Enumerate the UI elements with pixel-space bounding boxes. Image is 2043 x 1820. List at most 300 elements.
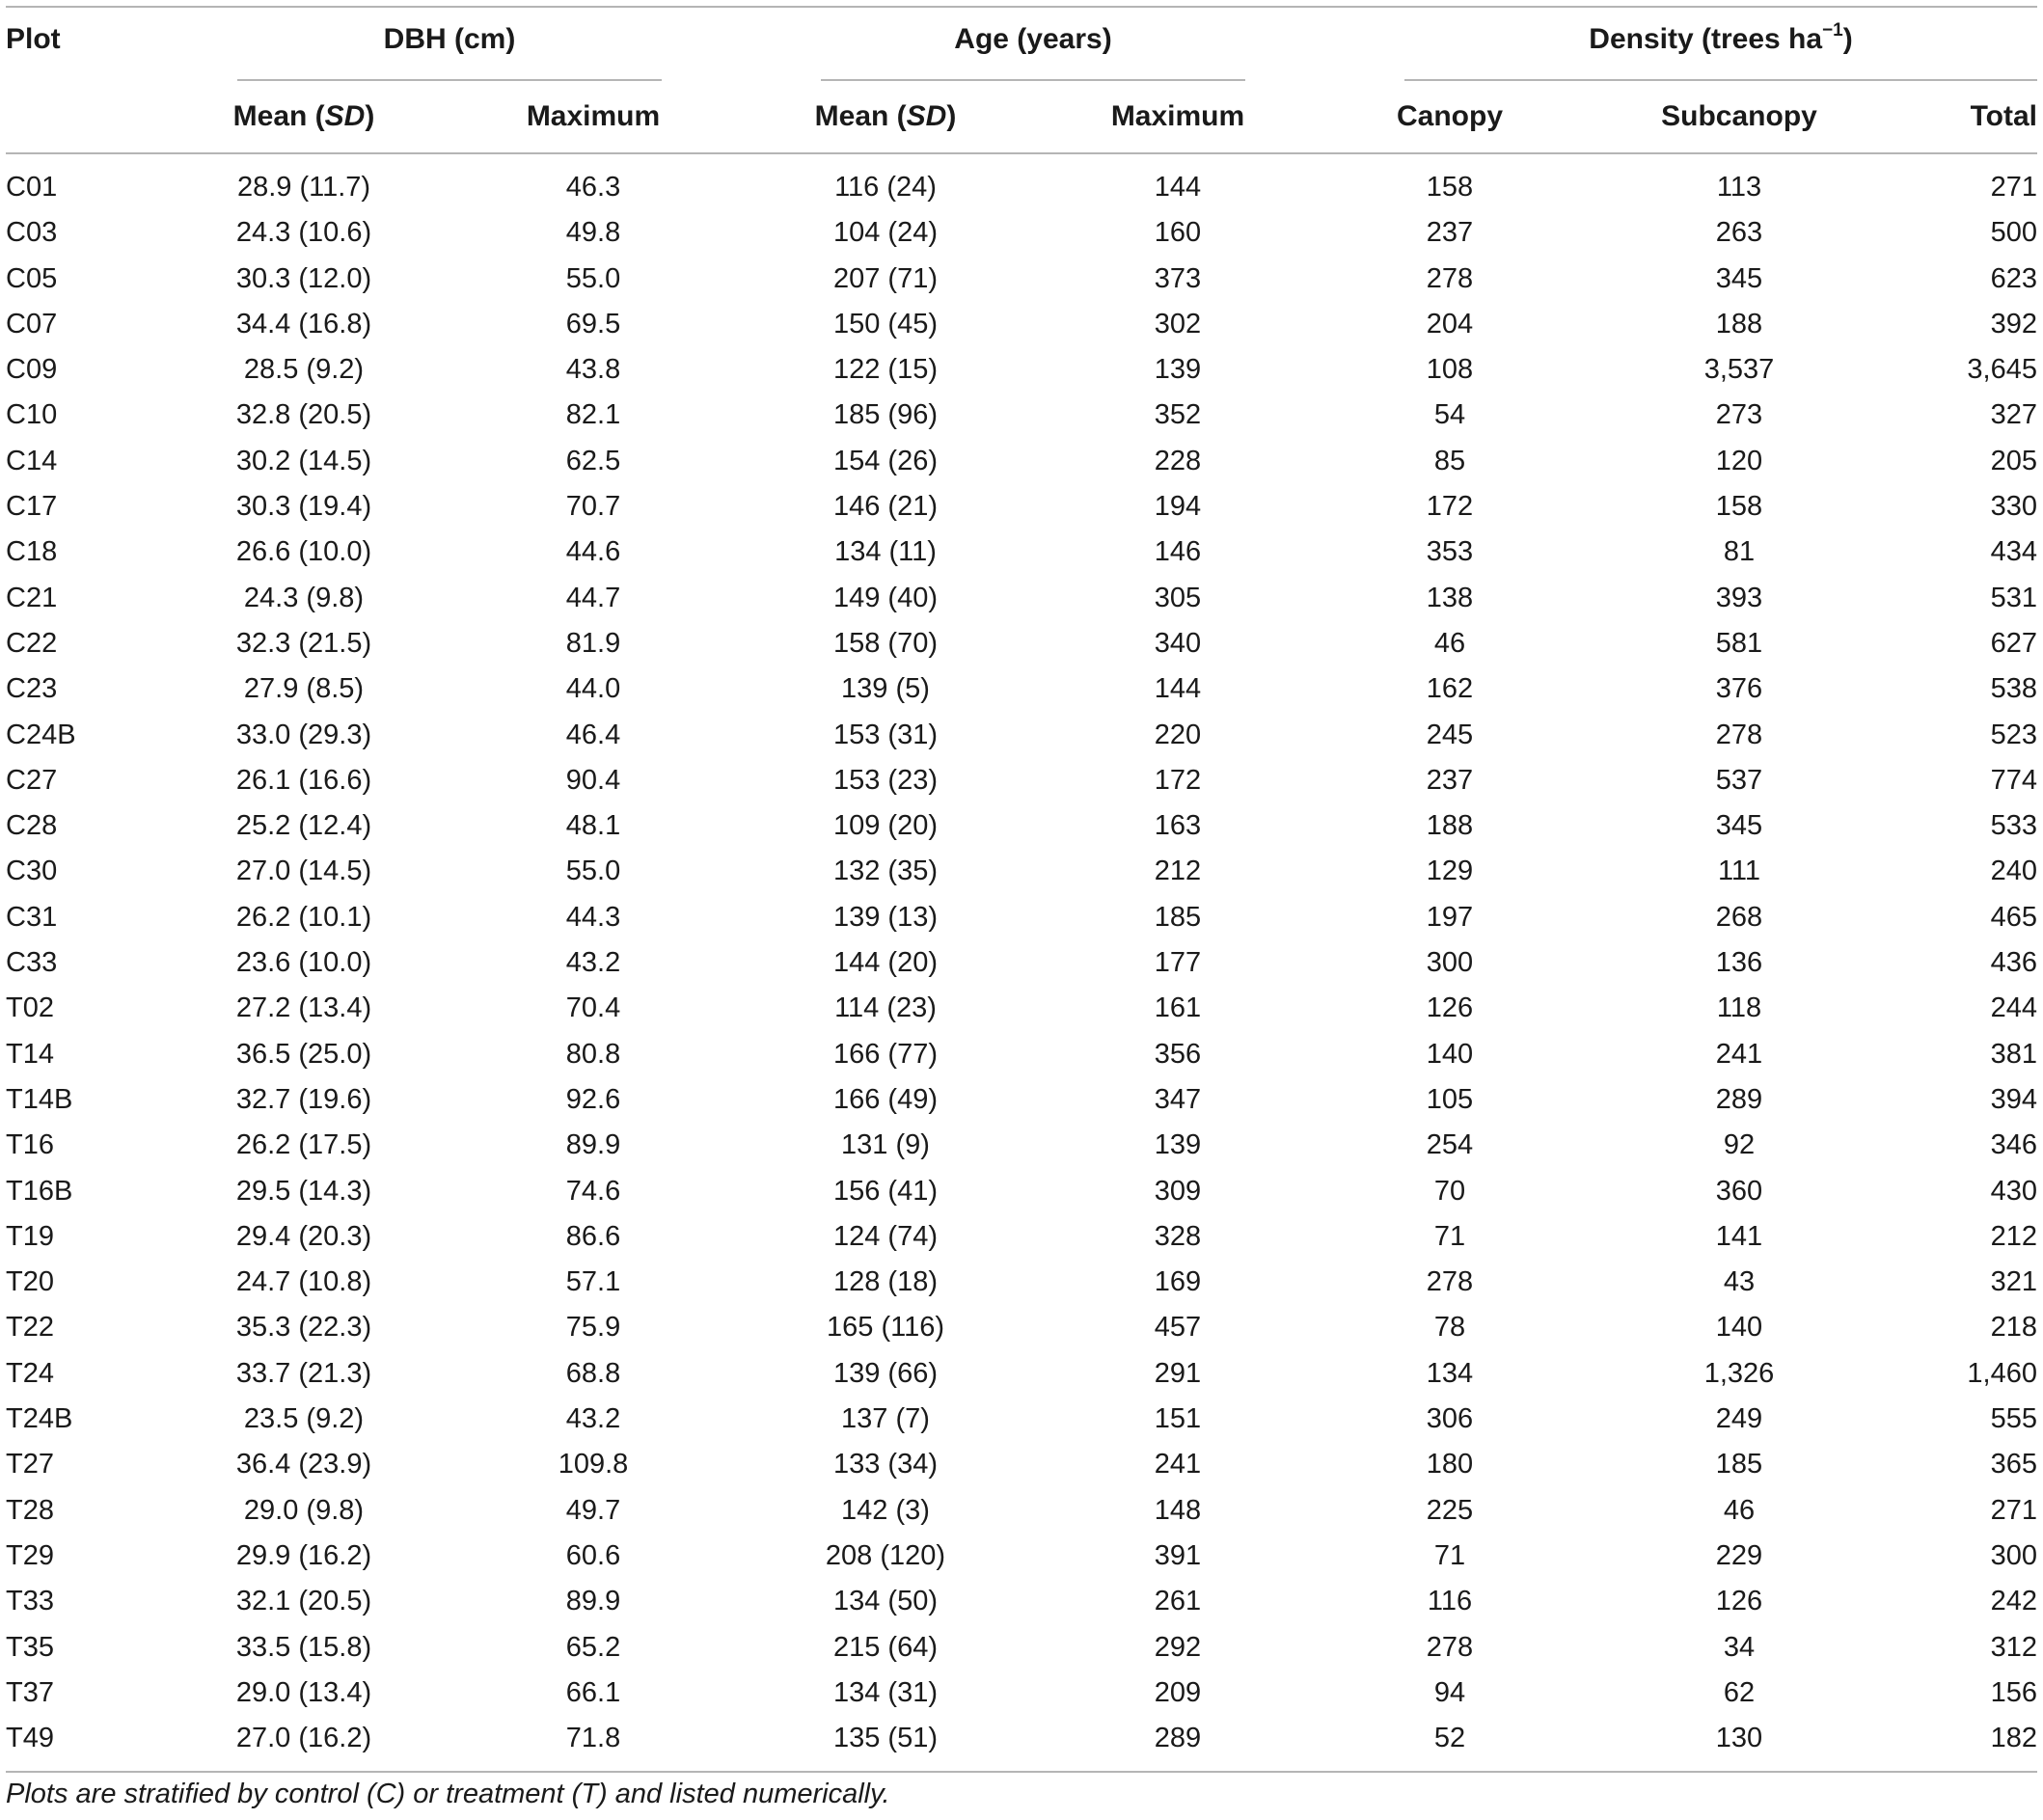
cell-dbh-max: 55.0 [565,856,621,887]
table-row [6,898,2037,943]
cell-dbh-max: 60.6 [565,1539,621,1571]
cell-age-max: 185 [1154,901,1202,933]
cell-age-mean: 134 (31) [832,1676,939,1708]
cell-age-max: 212 [1154,856,1202,887]
cell-canopy: 237 [1426,764,1474,796]
table-row [6,1719,2037,1764]
cell-plot: T24 [6,1357,54,1389]
cell-canopy: 126 [1426,992,1474,1024]
cell-age-max: 391 [1154,1539,1202,1571]
table-row [6,259,2037,305]
cell-plot: C30 [6,856,58,887]
cell-plot: T14B [6,1083,73,1115]
cell-total: 242 [1990,1586,2037,1617]
cell-canopy: 105 [1426,1083,1474,1115]
cell-age-max: 309 [1154,1175,1202,1207]
cell-age-max: 172 [1154,764,1202,796]
table-body [6,168,2037,1764]
cell-canopy: 158 [1426,172,1474,203]
cell-total: 327 [1990,399,2037,431]
cell-plot: C07 [6,308,58,340]
cell-subcanopy: 141 [1715,1220,1763,1252]
cell-canopy: 204 [1426,308,1474,340]
cell-subcanopy: 130 [1715,1723,1763,1754]
table-row [6,305,2037,350]
cell-dbh-mean: 30.3 (19.4) [235,491,372,523]
cell-dbh-max: 44.0 [565,673,621,705]
cell-age-max: 340 [1154,627,1202,659]
cell-canopy: 134 [1426,1357,1474,1389]
cell-dbh-mean: 25.2 (12.4) [235,810,372,842]
cell-dbh-mean: 24.3 (10.6) [235,217,372,249]
cell-dbh-max: 44.3 [565,901,621,933]
cell-subcanopy: 289 [1715,1083,1763,1115]
cell-total: 218 [1990,1312,2037,1344]
cell-subcanopy: 278 [1715,719,1763,750]
cell-dbh-max: 68.8 [565,1357,621,1389]
cell-canopy: 70 [1433,1175,1466,1207]
cell-dbh-max: 109.8 [558,1449,629,1480]
cell-age-mean: 144 (20) [832,947,939,979]
cell-dbh-max: 71.8 [565,1723,621,1754]
cell-age-mean: 166 (77) [832,1038,939,1070]
cell-dbh-mean: 30.3 (12.0) [235,262,372,294]
cell-plot: C01 [6,172,58,203]
cell-age-max: 169 [1154,1266,1202,1298]
cell-subcanopy: 263 [1715,217,1763,249]
cell-plot: C24B [6,719,76,750]
cell-age-mean: 165 (116) [827,1312,944,1344]
cell-total: 182 [1990,1723,2037,1754]
cell-age-max: 144 [1154,673,1202,705]
cell-age-mean: 128 (18) [832,1266,939,1298]
cell-age-mean: 185 (96) [832,399,939,431]
cell-canopy: 225 [1426,1494,1474,1526]
cell-total: 1,460 [1967,1357,2037,1389]
cell-age-max: 241 [1154,1449,1202,1480]
table-row [6,579,2037,624]
cell-dbh-max: 46.4 [565,719,621,750]
subheader-age-mean [815,100,957,133]
cell-plot: T16B [6,1175,73,1207]
group-rule-age [821,79,1245,81]
cell-age-mean: 207 (71) [832,262,939,294]
cell-dbh-max: 43.2 [565,1403,621,1435]
table-row [6,1628,2037,1673]
cell-subcanopy: 62 [1723,1676,1756,1708]
cell-canopy: 188 [1426,810,1474,842]
cell-subcanopy: 3,537 [1703,354,1775,386]
cell-dbh-mean: 29.9 (16.2) [235,1539,372,1571]
table-row [6,806,2037,852]
cell-total: 430 [1990,1175,2037,1207]
cell-dbh-max: 43.8 [565,354,621,386]
cell-total: 300 [1990,1539,2037,1571]
cell-total: 500 [1990,217,2037,249]
cell-canopy: 108 [1426,354,1474,386]
cell-subcanopy: 229 [1715,1539,1763,1571]
cell-canopy: 245 [1426,719,1474,750]
cell-dbh-max: 74.6 [565,1175,621,1207]
cell-dbh-max: 90.4 [565,764,621,796]
cell-age-mean: 116 (24) [834,172,937,203]
table-footnote: Plots are stratified by control (C) or treatment (T) and listed numerically. [6,1779,890,1809]
cell-plot: C17 [6,491,58,523]
header-group-age: Age (years) [954,23,1112,55]
cell-age-max: 347 [1154,1083,1202,1115]
table-row [6,1263,2037,1308]
cell-age-max: 457 [1154,1312,1202,1344]
subheader-dbh-mean-sd: SD [324,100,366,132]
cell-plot: C14 [6,445,58,476]
cell-total: 394 [1990,1083,2037,1115]
cell-age-max: 160 [1154,217,1202,249]
cell-canopy: 138 [1426,582,1474,613]
cell-age-mean: 122 (15) [832,354,939,386]
cell-plot: T16 [6,1129,54,1161]
table-top-rule [6,6,2037,8]
cell-subcanopy: 34 [1723,1631,1756,1663]
cell-total: 365 [1990,1449,2037,1480]
cell-subcanopy: 273 [1715,399,1763,431]
cell-total: 330 [1990,491,2037,523]
cell-dbh-mean: 34.4 (16.8) [235,308,372,340]
cell-plot: T37 [6,1676,54,1708]
cell-dbh-mean: 23.5 (9.2) [243,1403,365,1435]
table-row [6,350,2037,395]
subheader-age-max: Maximum [1110,100,1245,132]
cell-total: 555 [1990,1403,2037,1435]
group-rule-density [1404,79,2037,81]
cell-total: 434 [1990,536,2037,568]
table-row [6,943,2037,989]
cell-total: 271 [1990,172,2037,203]
cell-dbh-mean: 36.5 (25.0) [235,1038,372,1070]
cell-dbh-max: 82.1 [565,399,621,431]
cell-age-max: 291 [1154,1357,1202,1389]
cell-dbh-max: 89.9 [565,1129,621,1161]
cell-dbh-max: 55.0 [565,262,621,294]
cell-subcanopy: 1,326 [1703,1357,1775,1389]
cell-plot: T27 [6,1449,54,1480]
cell-dbh-mean: 29.0 (9.8) [243,1494,365,1526]
cell-dbh-max: 92.6 [565,1083,621,1115]
cell-plot: C10 [6,399,58,431]
cell-dbh-mean: 28.9 (11.7) [236,172,371,203]
cell-plot: C09 [6,354,58,386]
cell-total: 623 [1990,262,2037,294]
cell-plot: T20 [6,1266,54,1298]
cell-plot: C31 [6,901,58,933]
cell-subcanopy: 249 [1715,1403,1763,1435]
cell-dbh-mean: 36.4 (23.9) [235,1449,372,1480]
cell-age-mean: 154 (26) [832,445,939,476]
cell-dbh-mean: 32.7 (19.6) [235,1083,372,1115]
table-row [6,1536,2037,1582]
cell-dbh-mean: 32.1 (20.5) [235,1586,372,1617]
cell-dbh-max: 49.8 [565,217,621,249]
cell-total: 3,645 [1967,354,2037,386]
table-row [6,1399,2037,1445]
cell-subcanopy: 81 [1723,536,1756,568]
cell-plot: C18 [6,536,58,568]
table-row [6,1445,2037,1490]
cell-subcanopy: 126 [1715,1586,1763,1617]
cell-age-mean: 139 (66) [832,1357,939,1389]
cell-subcanopy: 537 [1715,764,1763,796]
cell-dbh-mean: 24.7 (10.8) [235,1266,372,1298]
cell-canopy: 71 [1433,1539,1466,1571]
table-row [6,1582,2037,1627]
cell-subcanopy: 140 [1715,1312,1763,1344]
cell-age-mean: 134 (50) [832,1586,939,1617]
cell-age-max: 352 [1154,399,1202,431]
table-row [6,669,2037,715]
cell-subcanopy: 46 [1723,1494,1756,1526]
cell-total: 533 [1990,810,2037,842]
cell-dbh-mean: 28.5 (9.2) [243,354,365,386]
cell-canopy: 54 [1433,399,1466,431]
cell-age-mean: 133 (34) [832,1449,939,1480]
cell-plot: T02 [6,992,54,1024]
cell-age-max: 289 [1154,1723,1202,1754]
table-row [6,213,2037,258]
cell-plot: C05 [6,262,58,294]
cell-age-max: 139 [1154,1129,1202,1161]
subheader-subcanopy: Subcanopy [1661,100,1817,132]
table-bottom-rule [6,1771,2037,1773]
cell-age-mean: 124 (74) [832,1220,939,1252]
cell-dbh-mean: 33.5 (15.8) [235,1631,372,1663]
cell-subcanopy: 345 [1715,810,1763,842]
cell-canopy: 52 [1433,1723,1466,1754]
cell-dbh-max: 46.3 [565,172,621,203]
cell-total: 156 [1990,1676,2037,1708]
cell-plot: T19 [6,1220,54,1252]
cell-age-mean: 139 (5) [841,673,930,705]
subheader-age-mean-sd: SD [906,100,947,132]
cell-age-max: 148 [1154,1494,1202,1526]
cell-subcanopy: 113 [1716,172,1762,203]
cell-total: 381 [1990,1038,2037,1070]
table-row [6,1217,2037,1263]
cell-age-mean: 215 (64) [832,1631,939,1663]
cell-canopy: 162 [1426,673,1474,705]
cell-age-max: 161 [1154,992,1202,1024]
cell-total: 205 [1990,445,2037,476]
cell-dbh-max: 65.2 [565,1631,621,1663]
cell-dbh-max: 66.1 [565,1676,621,1708]
cell-subcanopy: 158 [1715,491,1763,523]
table-row [6,1491,2037,1536]
cell-age-max: 228 [1154,445,1202,476]
cell-age-mean: 153 (23) [832,764,939,796]
cell-plot: C03 [6,217,58,249]
cell-dbh-max: 81.9 [565,627,621,659]
cell-total: 538 [1990,673,2037,705]
cell-canopy: 278 [1426,1266,1474,1298]
table-row [6,1035,2037,1080]
cell-dbh-max: 75.9 [565,1312,621,1344]
cell-total: 465 [1990,901,2037,933]
cell-canopy: 180 [1426,1449,1474,1480]
cell-canopy: 197 [1426,901,1474,933]
cell-age-mean: 156 (41) [832,1175,939,1207]
cell-subcanopy: 118 [1716,992,1762,1024]
group-rule-dbh [237,79,662,81]
subheader-age-mean-text: Mean ( [814,100,907,132]
cell-total: 392 [1990,308,2037,340]
cell-subcanopy: 185 [1715,1449,1763,1480]
cell-age-mean: 109 (20) [832,810,939,842]
cell-canopy: 94 [1433,1676,1466,1708]
cell-total: 531 [1990,582,2037,613]
cell-canopy: 278 [1426,262,1474,294]
table-row [6,852,2037,897]
cell-subcanopy: 376 [1715,673,1763,705]
cell-plot: T35 [6,1631,54,1663]
cell-subcanopy: 268 [1715,901,1763,933]
cell-plot: T24B [6,1403,73,1435]
cell-dbh-max: 70.7 [565,491,621,523]
cell-plot: C27 [6,764,58,796]
cell-total: 436 [1990,947,2037,979]
cell-dbh-mean: 29.4 (20.3) [235,1220,372,1252]
table-row [6,168,2037,213]
cell-age-mean: 104 (24) [832,217,939,249]
table-row [6,1080,2037,1126]
cell-dbh-mean: 26.6 (10.0) [235,536,372,568]
cell-age-mean: 158 (70) [832,627,939,659]
cell-age-mean: 134 (11) [834,536,937,568]
cell-plot: C21 [6,582,58,613]
cell-canopy: 46 [1433,627,1466,659]
header-group-dbh: DBH (cm) [383,23,516,55]
cell-subcanopy: 393 [1715,582,1763,613]
subheader-canopy: Canopy [1396,100,1504,132]
header-group-density [1404,20,2037,56]
cell-subcanopy: 581 [1715,627,1763,659]
cell-canopy: 71 [1433,1220,1466,1252]
cell-dbh-max: 69.5 [565,308,621,340]
cell-age-max: 356 [1154,1038,1202,1070]
subheader-dbh-mean [233,100,375,133]
cell-dbh-max: 44.7 [565,582,621,613]
cell-plot: T29 [6,1539,54,1571]
cell-plot: C23 [6,673,58,705]
cell-dbh-mean: 35.3 (22.3) [235,1312,372,1344]
cell-total: 212 [1990,1220,2037,1252]
cell-age-mean: 114 (23) [834,992,937,1024]
cell-dbh-mean: 32.8 (20.5) [235,399,372,431]
cell-age-max: 292 [1154,1631,1202,1663]
cell-dbh-mean: 27.0 (14.5) [235,856,372,887]
cell-total: 271 [1990,1494,2037,1526]
cell-plot: T28 [6,1494,54,1526]
table-row [6,532,2037,578]
cell-total: 244 [1990,992,2037,1024]
cell-dbh-mean: 26.2 (10.1) [235,901,372,933]
cell-subcanopy: 111 [1717,856,1761,887]
cell-total: 774 [1990,764,2037,796]
cell-dbh-mean: 26.1 (16.6) [235,764,372,796]
cell-subcanopy: 136 [1715,947,1763,979]
cell-dbh-mean: 33.0 (29.3) [235,719,372,750]
table-row [6,1354,2037,1399]
cell-total: 321 [1990,1266,2037,1298]
cell-age-max: 146 [1154,536,1202,568]
cell-canopy: 254 [1426,1129,1474,1161]
cell-plot: C28 [6,810,58,842]
cell-age-max: 194 [1154,491,1202,523]
cell-dbh-max: 62.5 [565,445,621,476]
cell-canopy: 306 [1426,1403,1474,1435]
cell-age-mean: 149 (40) [832,582,939,613]
cell-age-max: 305 [1154,582,1202,613]
subheader-dbh-mean-close: ) [365,100,375,132]
cell-plot: T22 [6,1312,54,1344]
cell-dbh-max: 44.6 [565,536,621,568]
subheader-dbh-mean-text: Mean ( [232,100,325,132]
cell-plot: T49 [6,1723,54,1754]
cell-plot: C33 [6,947,58,979]
cell-plot: C22 [6,627,58,659]
cell-age-max: 220 [1154,719,1202,750]
cell-subcanopy: 43 [1723,1266,1756,1298]
table-row [6,761,2037,806]
cell-canopy: 237 [1426,217,1474,249]
cell-age-max: 302 [1154,308,1202,340]
cell-plot: T14 [6,1038,54,1070]
cell-dbh-max: 80.8 [565,1038,621,1070]
cell-dbh-mean: 27.0 (16.2) [235,1723,372,1754]
subheader-age-mean-close: ) [946,100,957,132]
cell-subcanopy: 92 [1723,1129,1756,1161]
subheader-total: Total [1970,100,2037,132]
cell-canopy: 353 [1426,536,1474,568]
cell-plot: T33 [6,1586,54,1617]
cell-dbh-mean: 29.0 (13.4) [235,1676,372,1708]
cell-subcanopy: 241 [1715,1038,1763,1070]
density-header-text: Density (trees ha [1589,23,1823,55]
cell-age-max: 177 [1154,947,1202,979]
cell-dbh-max: 48.1 [565,810,621,842]
table-row [6,395,2037,441]
cell-total: 627 [1990,627,2037,659]
cell-age-max: 139 [1154,354,1202,386]
cell-total: 523 [1990,719,2037,750]
cell-total: 346 [1990,1129,2037,1161]
cell-age-mean: 208 (120) [825,1539,946,1571]
cell-total: 240 [1990,856,2037,887]
cell-age-max: 373 [1154,262,1202,294]
table-row [6,989,2037,1034]
cell-dbh-max: 49.7 [565,1494,621,1526]
cell-subcanopy: 188 [1715,308,1763,340]
table-row [6,716,2037,761]
table-row [6,442,2037,487]
header-plot: Plot [6,23,61,55]
density-header-close: ) [1842,23,1853,55]
cell-dbh-mean: 30.2 (14.5) [235,445,372,476]
table-row [6,1308,2037,1353]
cell-age-max: 328 [1154,1220,1202,1252]
cell-canopy: 140 [1426,1038,1474,1070]
cell-age-max: 144 [1154,172,1202,203]
cell-age-mean: 150 (45) [832,308,939,340]
cell-dbh-mean: 27.2 (13.4) [235,992,372,1024]
cell-canopy: 85 [1433,445,1466,476]
